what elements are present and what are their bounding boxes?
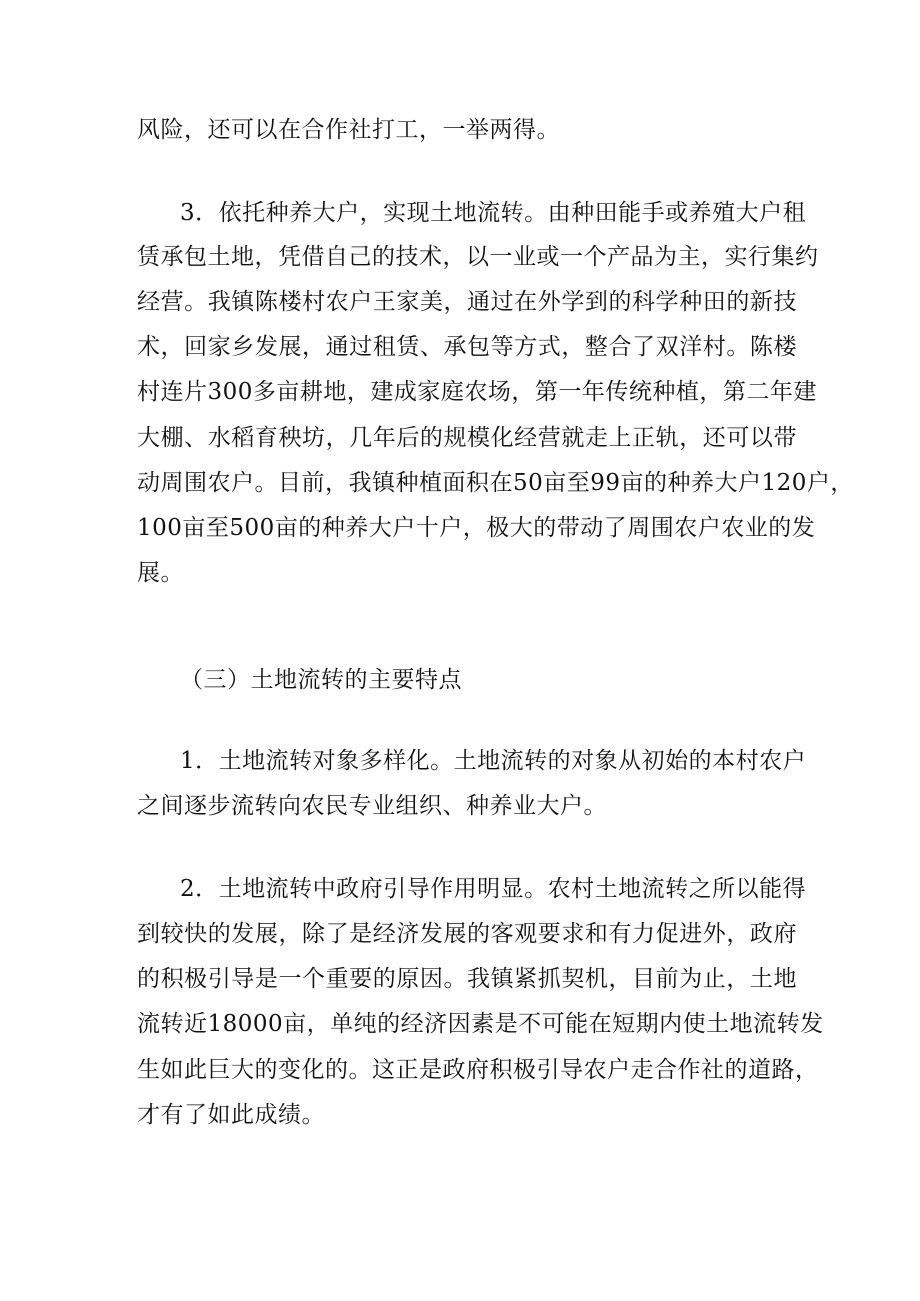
paragraph-line: 动周围农户。目前，我镇种植面积在50亩至99亩的种养大户120户， (137, 470, 854, 496)
paragraph-line: 之间逐步流转向农民专业组织、种养业大户。 (137, 793, 607, 819)
paragraph-line: 才有了如此成绩。 (137, 1102, 325, 1128)
paragraph-line: 生如此巨大的变化的。这正是政府积极引导农户走合作社的道路， (137, 1057, 819, 1083)
paragraph-line: 100亩至500亩的种养大户十户，极大的带动了周围农户农业的发 (137, 515, 816, 541)
paragraph-line: 展。 (137, 560, 184, 586)
paragraph-line: 术，回家乡发展，通过租赁、承包等方式，整合了双洋村。陈楼 (137, 334, 797, 360)
paragraph-line: 经营。我镇陈楼村农户王家美，通过在外学到的科学种田的新技 (137, 289, 797, 315)
section-heading: （三）土地流转的主要特点 (180, 667, 462, 693)
paragraph-line: 到较快的发展，除了是经济发展的客观要求和有力促进外，政府 (137, 921, 797, 947)
paragraph-line: 1．土地流转对象多样化。土地流转的对象从初始的本村农户 (180, 748, 807, 774)
paragraph-line: 大棚、水稻育秧坊，几年后的规模化经营就走上正轨，还可以带 (137, 425, 797, 451)
paragraph-line: 村连片300多亩耕地，建成家庭农场，第一年传统种植，第二年建 (137, 379, 817, 405)
paragraph-line: 风险，还可以在合作社打工，一举两得。 (137, 117, 560, 143)
paragraph-line: 赁承包土地，凭借自己的技术，以一业或一个产品为主，实行集约 (137, 244, 819, 270)
paragraph-line: 流转近18000亩，单纯的经济因素是不可能在短期内使土地流转发 (137, 1011, 824, 1037)
paragraph-line: 2．土地流转中政府引导作用明显。农村土地流转之所以能得 (180, 876, 807, 902)
paragraph-line: 的积极引导是一个重要的原因。我镇紧抓契机，目前为止，土地 (137, 966, 797, 992)
paragraph-line: 3．依托种养大户，实现土地流转。由种田能手或养殖大户租 (180, 200, 807, 226)
